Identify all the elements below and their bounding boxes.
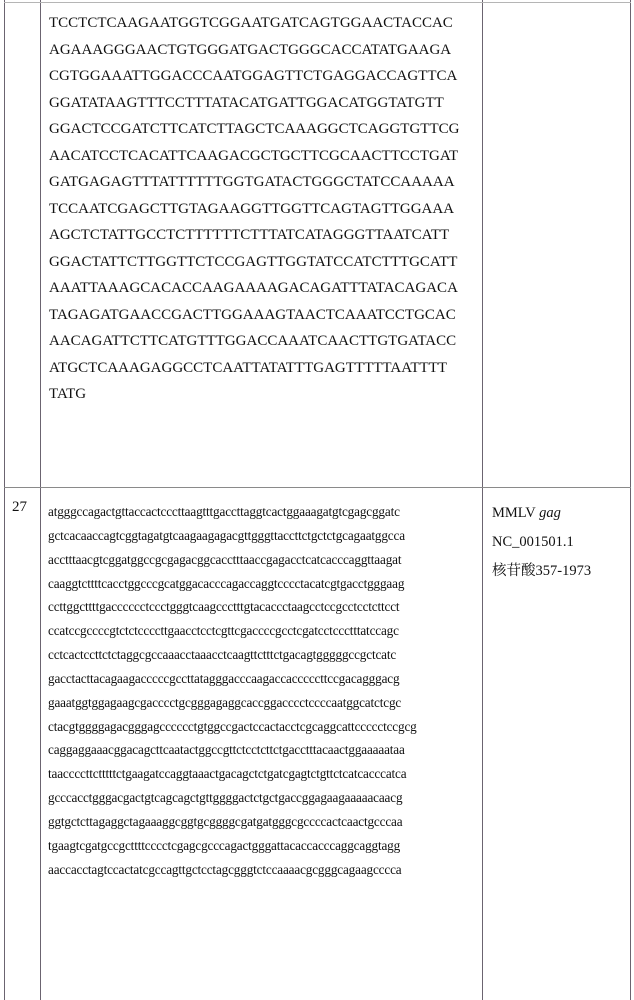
description-accession: NC_001501.1 <box>492 528 591 557</box>
sequence-line: gctcacaaccagtcggtagatgtcaagaagagacgttgggttaccttctgctctgcagaatggcca <box>48 524 417 548</box>
table-border-right <box>630 0 631 1000</box>
sequence-line: caaggtcttttcacctggcccgcatggacacccagaccaggtcccctacatcgtgacctgggaag <box>48 572 417 596</box>
sequence-line: AGAAAGGGAACTGTGGGATGACTGGGCACCATATGAAGA <box>49 37 459 64</box>
sequence-line: AACATCCTCACATTCAAGACGCTGCTTCGCAACTTCCTGAT <box>49 143 459 170</box>
sequence-line: GGACTCCGATCTTCATCTTAGCTCAAAGGCTCAGGTGTTCG <box>49 116 459 143</box>
sequence-line: GATGAGAGTTTATTTTTTGGTGATACTGGGCTATCCAAAAA <box>49 169 459 196</box>
sequence-line: caggaggaaacggacagcttcaatactggccgttctcctcttctgacctttacaactggaaaaataa <box>48 738 417 762</box>
sequence-line: acctttaacgtcggatggccgcgagacggcacctttaaccgagacctcatcacccaggttaagat <box>48 548 417 572</box>
column-divider-2 <box>482 0 483 1000</box>
sequence-line: GGATATAAGTTTCCTTTATACATGATTGGACATGGTATGTT <box>49 90 459 117</box>
sequence-line: cctcactccttctctaggcgccaaacctaaacctcaagttctttctgacagtgggggccgctcatc <box>48 643 417 667</box>
sequence-line: aaccacctagtccactatcgccagttgctcctagcgggtctccaaaacgcgggcagaagcccca <box>48 858 417 882</box>
sequence-line: taaccccttctttttctgaagatccaggtaaactgacagctctgatcgagtctgttctcatcacccatca <box>48 762 417 786</box>
table-border-left <box>4 0 5 1000</box>
sequence-line: gaaatggtggagaagcgacccctgcgggagaggcaccggacccctccccaatggcatctcgc <box>48 691 417 715</box>
sequence-line: AACAGATTCTTCATGTTTGGACCAAATCAACTTGTGATACC <box>49 328 459 355</box>
sequence-line: TCCAATCGAGCTTGTAGAAGGTTGGTTCAGTAGTTGGAAA <box>49 196 459 223</box>
sequence-line: AAATTAAAGCACACCAAGAAAAGACAGATTTATACAGACA <box>49 275 459 302</box>
sequence-line: gacctacttacagaagacccccgccttatagggacccaagaccacccccttccgacagggacg <box>48 667 417 691</box>
sequence-line: ggtgctcttagaggctagaaaggcggtgcggggcgatgatgggcgccccactcaactgcccaa <box>48 810 417 834</box>
sequence-line: ccatccgccccgtctctccccttgaacctcctcgttcgaccccgcctcgatcctccctttatccagc <box>48 619 417 643</box>
description-range: 核苷酸357-1973 <box>492 557 591 586</box>
sequence-line: TATG <box>49 381 459 408</box>
sequence-line: atgggccagactgttaccactcccttaagtttgaccttaggtcactggaaagatgtcgagcggatc <box>48 500 417 524</box>
column-divider-1 <box>40 0 41 1000</box>
sequence-line: tgaagtcgatgccgcttttcccctcgagcgcccagactgggattacaccacccaggcaggtagg <box>48 834 417 858</box>
sequence-line: ATGCTCAAAGAGGCCTCAATTATATTTGAGTTTTTAATTTT <box>49 355 459 382</box>
row-divider <box>4 487 631 488</box>
row-number: 27 <box>12 499 27 516</box>
sequence-line: ctacgtggggagacgggagcccccctgtggccgactccactacctcgcaggcattccccctccgcg <box>48 715 417 739</box>
sequence-cell-27 <box>48 500 417 882</box>
sequence-line: CGTGGAAATTGGACCCAATGGAGTTCTGAGGACCAGTTCA <box>49 63 459 90</box>
sequence-line: GGACTATTCTTGGTTCTCCGAGTTGGTATCCATCTTTGCATT <box>49 249 459 276</box>
sequence-line: AGCTCTATTGCCTCTTTTTTCTTTATCATAGGGTTAATCATT <box>49 222 459 249</box>
sequence-line: TAGAGATGAACCGACTTGGAAAGTAACTCAAATCCTGCAC <box>49 302 459 329</box>
sequence-line: ccttggcttttgacccccctccctgggtcaagccctttgtacaccctaagcctccgcctcctcttcct <box>48 595 417 619</box>
sequence-cell-top <box>49 10 459 408</box>
sequence-line: gcccacctgggacgactgtcagcagctgttggggactctgctgaccggagaagaaaaacaacg <box>48 786 417 810</box>
sequence-line: TCCTCTCAAGAATGGTCGGAATGATCAGTGGAACTACCAC <box>49 10 459 37</box>
table-top-border <box>4 2 631 3</box>
description-gene-line: MMLV gag <box>492 499 591 528</box>
description-cell-27 <box>492 499 591 586</box>
